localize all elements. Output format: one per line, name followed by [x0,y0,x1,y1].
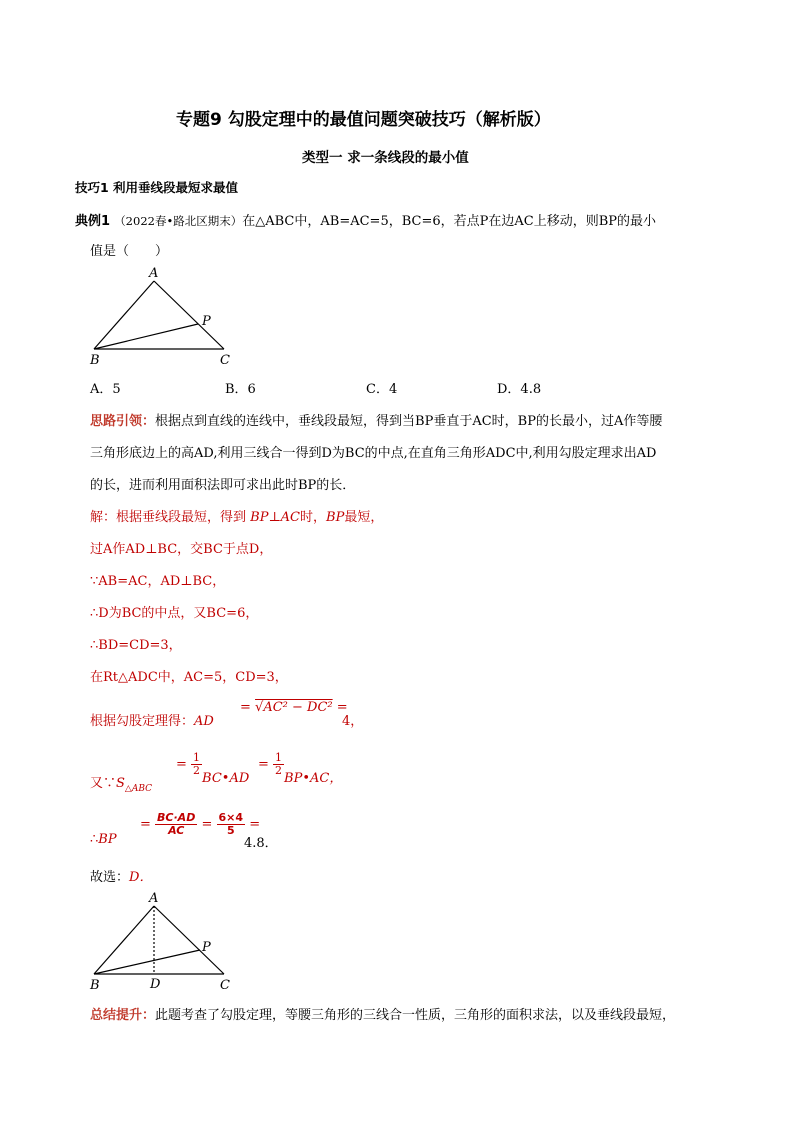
numerator: 1 [193,751,201,764]
solution-line7 [90,710,214,729]
summary-text: 此题考查了勾股定理，等腰三角形的三线合一性质，三角形的面积求法，以及垂线段最短， [155,1008,676,1023]
equals-sign: = [240,700,251,715]
equals-sign: = [140,817,151,832]
solution-text: 又∵ [90,776,117,791]
solution-line9 [90,832,117,847]
denominator: 2 [275,764,283,777]
fraction-bc-ad-over-ac [155,812,197,837]
subscript: △ABC [124,784,153,794]
fraction-half [273,752,284,777]
sqrt-expression [240,700,348,715]
solution-math: BP⊥AC [250,510,301,525]
edge-ab [94,906,154,974]
equals-sign: = [176,757,187,772]
label-p: P [202,940,211,955]
guide-line1 [90,410,662,429]
label-p: P [202,314,211,329]
tip-heading: 技巧1 利用垂线段最短求最值 [75,180,239,195]
label-b: B [90,978,100,993]
denominator: 5 [226,824,235,837]
solution-math: S [116,776,125,791]
solution-text: ∴ [90,832,99,847]
solution-text: 时， [300,510,327,525]
label-a: A [149,266,159,281]
label-c: C [220,353,230,368]
label-c: C [220,978,230,993]
example-source: （2022春•路北区期末） [114,214,243,228]
answer-value: D． [129,870,153,885]
solution-text: 解：根据垂线段最短，得到 [90,510,251,525]
guide-label: 思路引领： [90,414,156,429]
bp-value: 4.8． [244,836,278,851]
guide-text-1: 根据点到直线的连线中，垂线段最短，得到当BP垂直于AC时，BP的长最小，过A作等腰 [155,414,663,429]
solution-text: 根据勾股定理得： [90,714,195,729]
label-a: A [149,891,159,906]
solution-math: BP [326,510,345,525]
solution-line6: 在Rt△ADC中，AC=5，CD=3， [90,670,288,685]
option-b: B．6 [225,382,256,397]
solution-math: AD [194,714,214,729]
edge-ab [94,281,154,349]
ad-value: 4， [342,714,364,729]
solution-line4: ∴D为BC的中点，又BC=6， [90,606,259,621]
example-text-1: 在△ABC中，AB=AC=5，BC=6，若点P在边AC上移动，则BP的最小 [242,214,656,229]
numerator: 1 [275,751,283,764]
summary-label: 总结提升： [90,1008,156,1023]
fraction-numeric [217,812,246,837]
solution-line10 [90,866,152,885]
numerator: BC·AD [157,811,196,824]
equals-sign: = [258,757,269,772]
summary-line [90,1004,675,1023]
solution-line5: ∴BD=CD=3， [90,638,182,653]
solution-math: BC•AD [202,771,250,786]
solution-line1 [90,506,383,525]
triangle-figure-2 [84,890,244,995]
answer-label: 故选： [90,870,130,885]
solution-text: 最短， [344,510,384,525]
example-label: 典例1 [75,214,111,229]
segment-bp [94,950,200,974]
guide-line3: 的长，进而利用面积法即可求出此时BP的长． [90,478,356,493]
section-subtitle: 类型一 求一条线段的最小值 [302,150,469,166]
solution-math: BP•AC， [284,771,343,786]
option-c: C．4 [366,382,398,397]
fraction-half [191,752,202,777]
solution-line2: 过A作AD⊥BC，交BC于点D， [90,542,273,557]
label-b: B [90,353,100,368]
edge-ac [154,906,224,974]
solution-math: BP [98,832,117,847]
triangle-figure-1 [84,265,244,370]
sqrt-term: √AC² − DC² [255,700,333,715]
page-title: 专题9 勾股定理中的最值问题突破技巧（解析版） [176,110,551,130]
example-line2: 值是（ ） [90,244,169,259]
solution-line3: ∵AB=AC，AD⊥BC， [90,574,226,589]
solution-line8 [90,772,153,794]
equals-sign: = [249,817,261,832]
guide-line2: 三角形底边上的高AD,利用三线合一得到D为BC的中点,在直角三角形ADC中,利用勾股定理求出AD [90,446,657,461]
area-expression-2 [258,751,343,786]
label-d: D [150,977,161,992]
denominator: 2 [193,764,201,777]
option-d: D．4.8 [497,382,542,397]
area-expression-1 [176,751,250,786]
edge-ac [154,281,224,349]
option-a: A．5 [90,382,121,397]
bp-expression [140,812,260,837]
segment-bp [94,324,198,349]
equals-sign: = [336,700,348,715]
example-line1 [75,210,656,229]
numerator: 6×4 [218,811,244,824]
denominator: AC [168,824,185,837]
equals-sign: = [201,817,213,832]
